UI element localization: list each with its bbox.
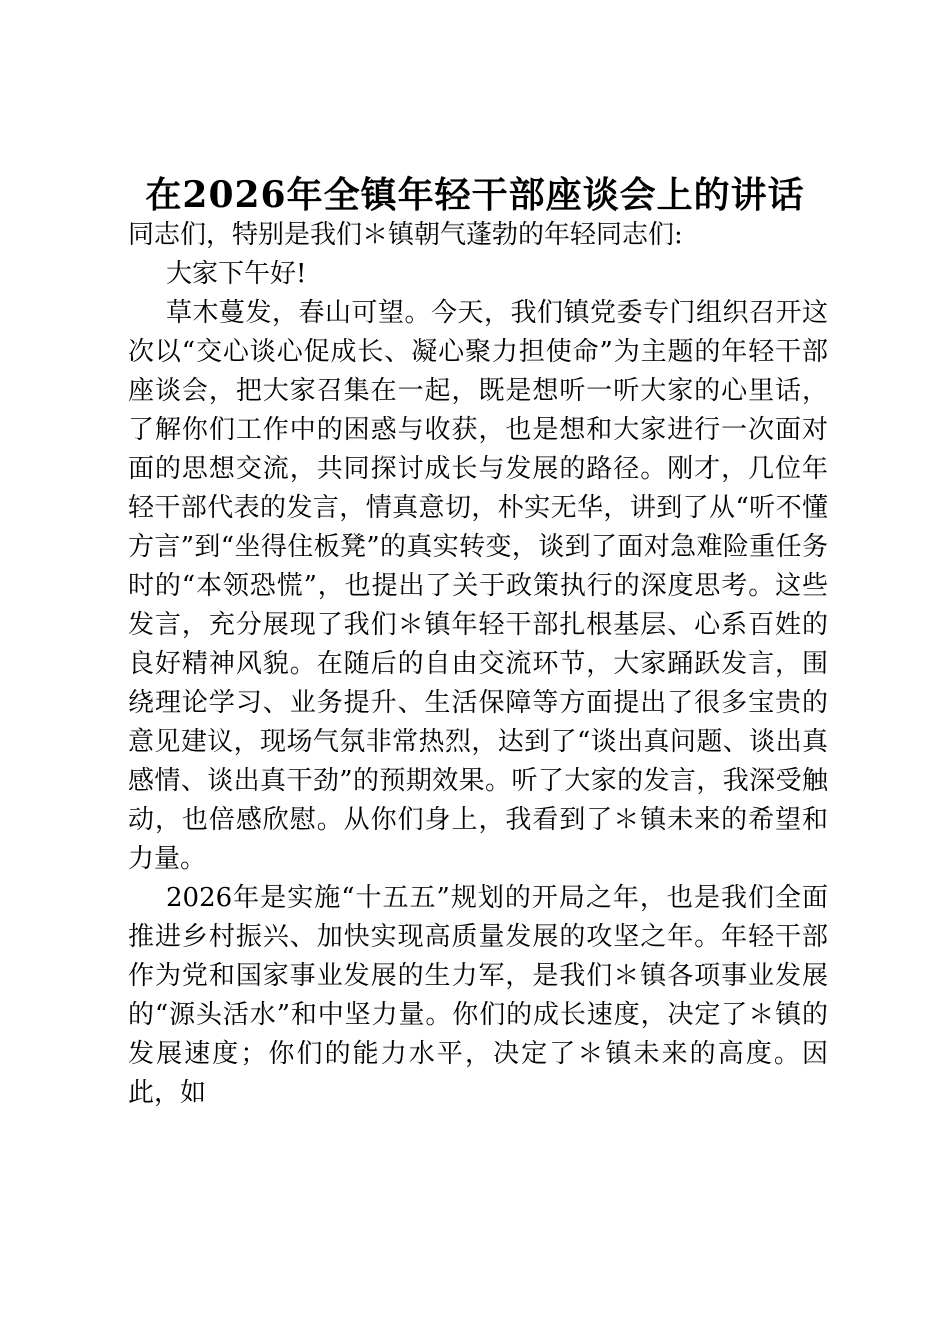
- document-title: 在2026年全镇年轻干部座谈会上的讲话: [145, 174, 805, 216]
- document-body: [128, 216, 828, 1113]
- salutation: 同志们，特别是我们＊镇朝气蓬勃的年轻同志们:: [128, 220, 683, 250]
- paragraph-context: 2026年是实施“十五五”规划的开局之年，也是我们全面推进乡村振兴、加快实现高质量发展的攻坚之年。年轻干部作为党和国家事业发展的生力军，是我们＊镇各项事业发展的“源头活水”和中坚力量。你们的成长速度，决定了＊镇的发展速度；你们的能力水平，决定了＊镇未来的高度。因此，如: [128, 883, 828, 1108]
- paragraph-opening: 草木蔓发，春山可望。今天，我们镇党委专门组织召开这次以“交心谈心促成长、凝心聚力担使命”为主题的年轻干部座谈会，把大家召集在一起，既是想听一听大家的心里话，了解你们工作中的困惑与收获，也是想和大家进行一次面对面的思想交流，共同探讨成长与发展的路径。刚才，几位年轻干部代表的发言，情真意切，朴实无华，讲到了从“听不懂方言”到“坐得住板凳”的真实转变，谈到了面对急难险重任务时的“本领恐慌”，也提出了关于政策执行的深度思考。这些发言，充分展现了我们＊镇年轻干部扎根基层、心系百姓的良好精神风貌。在随后的自由交流环节，大家踊跃发言，围绕理论学习、业务提升、生活保障等方面提出了很多宝贵的意见建议，现场气氛非常热烈，达到了“谈出真问题、谈出真感情、谈出真干劲”的预期效果。听了大家的发言，我深受触动，也倍感欣慰。从你们身上，我看到了＊镇未来的希望和力量。: [128, 298, 828, 874]
- paragraph-greeting: 大家下午好!: [166, 259, 307, 289]
